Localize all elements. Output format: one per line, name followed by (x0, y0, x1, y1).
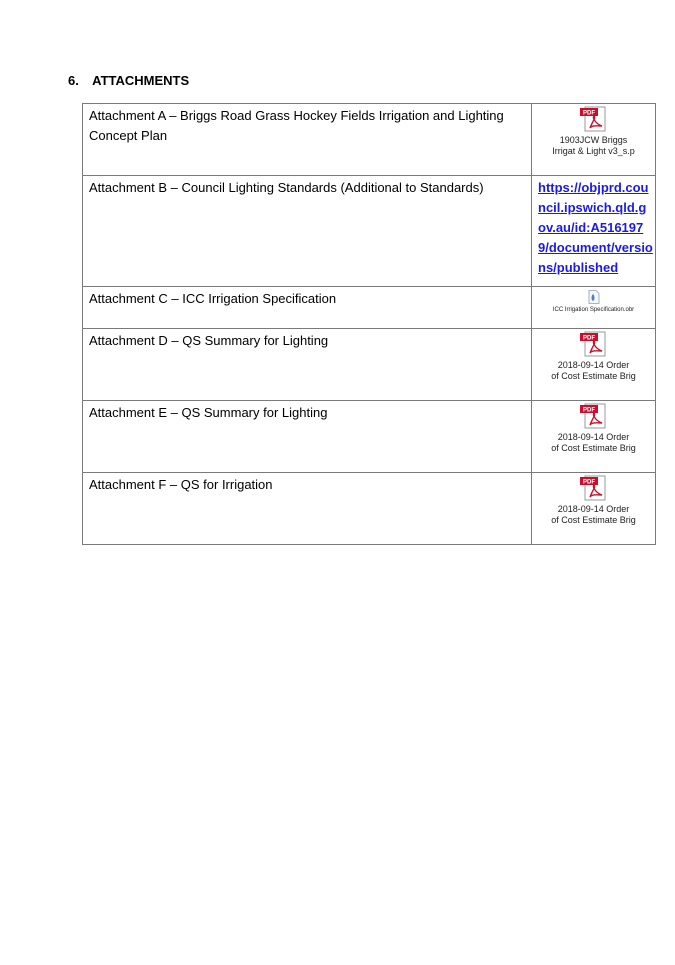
table-row (83, 329, 656, 401)
file-caption-line2: of Cost Estimate Brig (551, 371, 636, 381)
file-caption-line1: 2018-09-14 Order (557, 432, 630, 442)
svg-text:PDF: PDF (582, 110, 595, 117)
file-caption-line2: Irrigat & Light v3_s.p (552, 146, 635, 156)
pdf-icon[interactable] (579, 403, 609, 429)
table-row (83, 401, 656, 473)
pdf-icon[interactable] (579, 475, 609, 501)
attachment-label: Attachment A – Briggs Road Grass Hockey Fields Irrigation and Lighting Concept Plan (83, 104, 532, 176)
section-number: 6. (68, 73, 79, 88)
attachment-file-c[interactable] (532, 287, 656, 329)
file-caption-line2: of Cost Estimate Brig (551, 443, 636, 453)
section-heading (68, 73, 189, 88)
document-icon[interactable] (588, 290, 600, 304)
table-row (83, 104, 656, 176)
svg-text:PDF: PDF (582, 335, 595, 342)
attachment-label: Attachment E – QS Summary for Lighting (83, 401, 532, 473)
attachment-label: Attachment C – ICC Irrigation Specification (83, 287, 532, 329)
table-row (83, 287, 656, 329)
attachment-file-d[interactable] (532, 329, 656, 401)
file-caption-line1: 2018-09-14 Order (557, 504, 630, 514)
attachment-file-a[interactable] (532, 104, 656, 176)
pdf-icon[interactable] (579, 331, 609, 357)
attachment-label: Attachment D – QS Summary for Lighting (83, 329, 532, 401)
file-caption-line1: 1903JCW Briggs (559, 135, 628, 145)
table-row (83, 473, 656, 545)
svg-text:PDF: PDF (582, 479, 595, 486)
file-caption-line2: of Cost Estimate Brig (551, 515, 636, 525)
section-title: ATTACHMENTS (92, 73, 190, 88)
pdf-icon[interactable] (579, 106, 609, 132)
file-caption-line1: 2018-09-14 Order (557, 360, 630, 370)
svg-text:PDF: PDF (582, 407, 595, 414)
attachment-link-cell (532, 176, 656, 287)
attachment-label: Attachment F – QS for Irrigation (83, 473, 532, 545)
attachments-table (82, 103, 656, 545)
attachment-label: Attachment B – Council Lighting Standards (Additional to Standards) (83, 176, 532, 287)
attachment-file-e[interactable] (532, 401, 656, 473)
council-lighting-standards-link[interactable]: https://objprd.council.ipswich.qld.gov.au/id:A5161979/document/versions/published (538, 180, 653, 275)
attachment-file-f[interactable] (532, 473, 656, 545)
table-row (83, 176, 656, 287)
file-caption-line1: ICC Irrigation Specification.obr (552, 307, 635, 313)
